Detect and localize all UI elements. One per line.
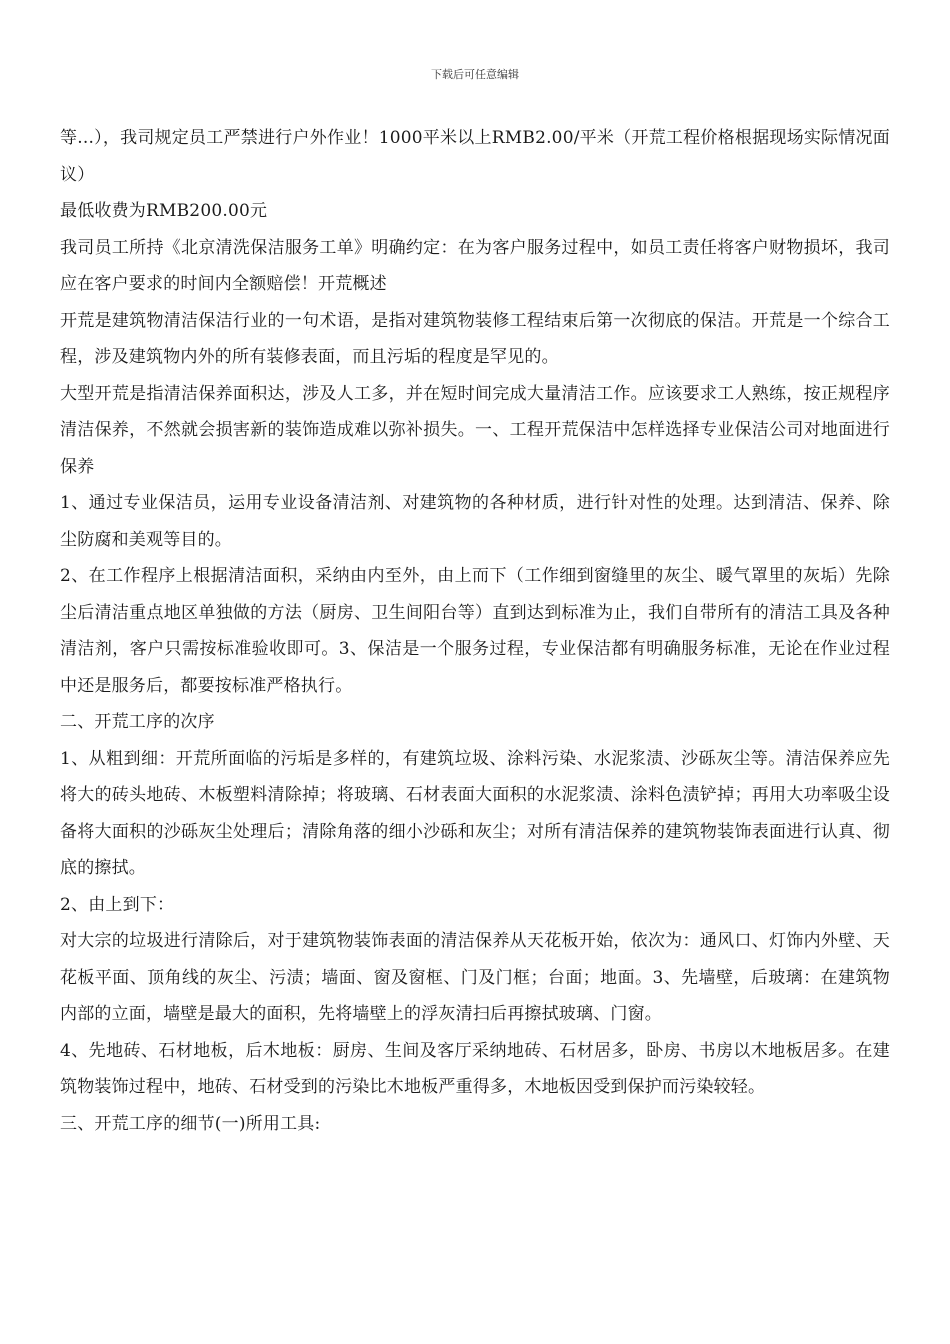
page-header: 下载后可任意编辑 <box>431 68 519 81</box>
paragraph-top-to-bottom: 对大宗的垃圾进行清除后，对于建筑物装饰表面的清洁保养从天花板开始，依次为：通风口、灯饰内外壁、天花板平面、顶角线的灰尘、污渍；墙面、窗及窗框、门及门框；台面；地面。3、先墙壁，后玻璃：在建筑物内部的立面，墙壁是最大的面积，先将墙壁上的浮灰清扫后再擦拭玻璃、门窗。 <box>60 931 890 1024</box>
paragraph-item-2: 2、在工作程序上根据清洁面积，采纳由内至外，由上而下（工作细到窗缝里的灰尘、暖气罩里的灰垢）先除尘后清洁重点地区单独做的方法（厨房、卫生间阳台等）直到达到标准为止，我们自带所有的清洁工具及各种清洁剂，客户只需按标准验收即可。3、保洁是一个服务过程，专业保洁都有明确服务标准，无论在作业过程中还是服务后，都要按标准严格执行。 <box>60 566 890 696</box>
section-heading-order: 二、开荒工序的次序 <box>60 712 215 732</box>
paragraph-top-to-bottom-title: 2、由上到下： <box>60 894 175 915</box>
paragraph-floors: 4、先地砖、石材地板，后木地板：厨房、生间及客厅采纳地砖、石材居多，卧房、书房以木地板居多。在建筑物装饰过程中，地砖、石材受到的污染比木地板严重得多，木地板因受到保护而污染较轻。 <box>60 1040 890 1097</box>
paragraph-compensation: 我司员工所持《北京清洗保洁服务工单》明确约定：在为客户服务过程中，如员工责任将客户财物损坏，我司应在客户要求的时间内全额赔偿！开荒概述 <box>60 237 890 294</box>
paragraph-coarse-to-fine: 1、从粗到细：开荒所面临的污垢是多样的，有建筑垃圾、涂料污染、水泥浆渍、沙砾灰尘等。清洁保养应先将大的砖头地砖、木板塑料清除掉；将玻璃、石材表面大面积的水泥浆渍、涂料色渍铲掉；再用大功率吸尘设备将大面积的沙砾灰尘处理后；清除角落的细小沙砾和灰尘；对所有清洁保养的建筑物装饰表面进行认真、彻底的擦拭。 <box>60 748 890 878</box>
paragraph-large-scale: 大型开荒是指清洁保养面积达，涉及人工多，并在短时间完成大量清洁工作。应该要求工人熟练，按正规程序清洁保养，不然就会损害新的装饰造成难以弥补损失。一、工程开荒保洁中怎样选择专业保洁公司对地面进行保养 <box>60 383 890 477</box>
paragraph-pricing: 等...），我司规定员工严禁进行户外作业！1000平米以上RMB2.00/平米（开荒工程价格根据现场实际情况面议） <box>60 128 890 185</box>
document-body <box>60 120 890 1142</box>
section-heading-details: 三、开荒工序的细节(一)所用工具: <box>60 1113 321 1134</box>
paragraph-overview: 开荒是建筑物清洁保洁行业的一句术语，是指对建筑物装修工程结束后第一次彻底的保洁。开荒是一个综合工程，涉及建筑物内外的所有装修表面，而且污垢的程度是罕见的。 <box>60 310 890 367</box>
paragraph-item-1: 1、通过专业保洁员，运用专业设备清洁剂、对建筑物的各种材质，进行针对性的处理。达到清洁、保养、除尘防腐和美观等目的。 <box>60 493 890 550</box>
paragraph-min-fee: 最低收费为RMB200.00元 <box>60 201 268 221</box>
